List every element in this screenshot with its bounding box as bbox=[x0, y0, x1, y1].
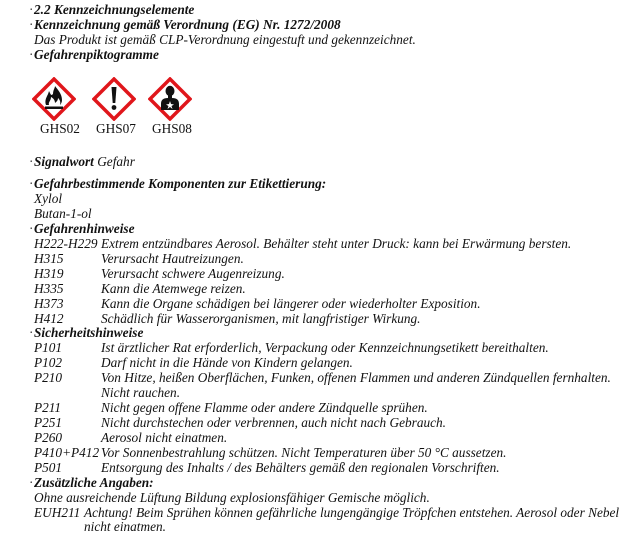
hazard-code: H335 bbox=[34, 281, 64, 296]
regulation-text: Das Produkt ist gemäß CLP-Verordnung eingestuft und gekennzeichnet. bbox=[34, 32, 416, 47]
precaution-text: Vor Sonnenbestrahlung schützen. Nicht Temperaturen über 50 °C aussetzen. bbox=[101, 445, 507, 460]
precaution-code: P260 bbox=[34, 430, 63, 445]
health-hazard-icon bbox=[148, 77, 192, 121]
hazard-code: H373 bbox=[34, 296, 64, 311]
precaution-text: Aerosol nicht einatmen. bbox=[101, 430, 228, 445]
precaution-code: P102 bbox=[34, 355, 63, 370]
component-item: Butan-1-ol bbox=[34, 206, 92, 221]
precaution-code: P501 bbox=[34, 460, 63, 475]
hazard-code: H412 bbox=[34, 311, 64, 326]
precaution-text: Nicht gegen offene Flamme oder andere Zündquelle sprühen. bbox=[101, 400, 428, 415]
hazard-text: Kann die Atemwege reizen. bbox=[101, 281, 246, 296]
additional-heading: Zusätzliche Angaben: bbox=[34, 475, 154, 490]
precaution-text: Nicht durchstechen oder verbrennen, auch nicht nach Gebrauch. bbox=[101, 415, 447, 430]
precaution-text: Darf nicht in die Hände von Kindern gelangen. bbox=[101, 355, 353, 370]
exclamation-mark-icon bbox=[92, 77, 136, 121]
precaution-heading: Sicherheitshinweise bbox=[34, 325, 144, 340]
hazard-text: Kann die Organe schädigen bei längerer oder wiederholter Exposition. bbox=[101, 296, 481, 311]
precaution-text-continued: Nicht rauchen. bbox=[101, 385, 181, 400]
bullet: · bbox=[29, 2, 34, 17]
euh-code: EUH211 bbox=[34, 505, 81, 520]
hazard-code: H319 bbox=[34, 266, 64, 281]
additional-text: Ohne ausreichende Lüftung Bildung explosionsfähiger Gemische möglich. bbox=[34, 490, 430, 505]
section-title: 2.2 Kennzeichnungselemente bbox=[34, 2, 195, 17]
precaution-code: P410+P412 bbox=[34, 445, 100, 460]
pictogram-label-ghs02: GHS02 bbox=[40, 121, 80, 136]
bullet: · bbox=[29, 47, 34, 62]
precaution-code: P101 bbox=[34, 340, 63, 355]
regulation-heading: Kennzeichnung gemäß Verordnung (EG) Nr. 1272/2008 bbox=[34, 17, 341, 32]
hazard-code: H222-H229 bbox=[34, 236, 98, 251]
precaution-code: P251 bbox=[34, 415, 63, 430]
pictograms-heading: Gefahrenpiktogramme bbox=[34, 47, 159, 62]
euh-text: Achtung! Beim Sprühen können gefährliche lungengängige Tröpfchen entstehen. Aerosol oder Nebel bbox=[84, 505, 620, 520]
hazard-heading: Gefahrenhinweise bbox=[34, 221, 135, 236]
signal-word bbox=[34, 154, 135, 169]
pictogram-label-ghs07: GHS07 bbox=[96, 121, 136, 136]
bullet: · bbox=[29, 221, 34, 236]
euh-text-continued: nicht einatmen. bbox=[84, 519, 166, 534]
hazard-text: Verursacht Hautreizungen. bbox=[101, 251, 244, 266]
hazard-text: Verursacht schwere Augenreizung. bbox=[101, 266, 285, 281]
component-item: Xylol bbox=[34, 191, 63, 206]
signal-word-value: Gefahr bbox=[97, 154, 135, 169]
hazard-code: H315 bbox=[34, 251, 64, 266]
precaution-code: P211 bbox=[34, 400, 62, 415]
bullet: · bbox=[29, 475, 34, 490]
bullet: · bbox=[29, 176, 34, 191]
precaution-code: P210 bbox=[34, 370, 63, 385]
precaution-text: Von Hitze, heißen Oberflächen, Funken, offenen Flammen und anderen Zündquellen fernhalten. bbox=[101, 370, 611, 385]
signal-word-label: Signalwort bbox=[34, 154, 94, 169]
bullet: · bbox=[29, 325, 34, 340]
flame-icon bbox=[32, 77, 76, 121]
precaution-text: Ist ärztlicher Rat erforderlich, Verpackung oder Kennzeichnungsetikett bereithalten. bbox=[101, 340, 549, 355]
precaution-text: Entsorgung des Inhalts / des Behälters gemäß den regionalen Vorschriften. bbox=[101, 460, 500, 475]
bullet: · bbox=[29, 17, 34, 32]
hazard-text: Schädlich für Wasserorganismen, mit langfristiger Wirkung. bbox=[101, 311, 421, 326]
pictogram-label-ghs08: GHS08 bbox=[152, 121, 192, 136]
components-heading: Gefahrbestimmende Komponenten zur Etikettierung: bbox=[34, 176, 327, 191]
bullet: · bbox=[29, 154, 34, 169]
hazard-text: Extrem entzündbares Aerosol. Behälter steht unter Druck: kann bei Erwärmung bersten. bbox=[101, 236, 572, 251]
